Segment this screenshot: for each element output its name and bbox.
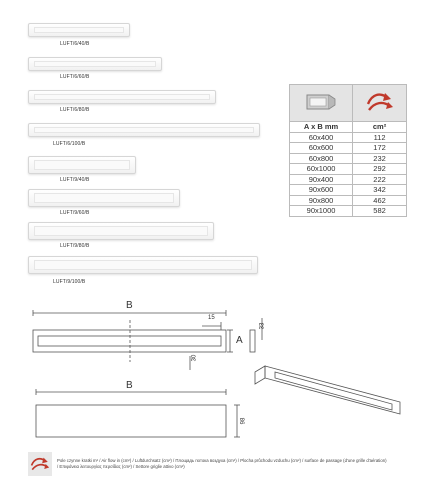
dimension-a: A bbox=[236, 335, 243, 346]
legend-caption: Pole czynne kratki m² / Air flow in (cm²) / Luftdurchsatz (cm²) / Площадь потока воздуха (cm²) / Plocha průchodu vzduchu (cm²) / surface de passage (d'une grille d'aération) / Επιφάνεια λειτουργίας περσίδας (cm²) / Settore griglie attivo (cm²) bbox=[57, 458, 387, 469]
table-row: 90x600 342 bbox=[290, 185, 407, 196]
grille-label: LUFT/9/40/B bbox=[60, 177, 90, 183]
table-header-size: A x B mm bbox=[290, 122, 353, 133]
table-row: 60x800 232 bbox=[290, 153, 407, 164]
table-row: 90x800 462 bbox=[290, 195, 407, 206]
grille-label: LUFT/6/60/B bbox=[60, 74, 90, 80]
dimension-15: 15 bbox=[208, 315, 215, 321]
dimension-b-top: B bbox=[126, 300, 133, 311]
dimension-b-bottom: B bbox=[126, 380, 133, 391]
grille-label: LUFT/9/100/B bbox=[53, 279, 86, 285]
table-row: 60x400 112 bbox=[290, 132, 407, 143]
table-row: 90x400 222 bbox=[290, 174, 407, 185]
grille-label: LUFT/6/40/B bbox=[60, 41, 90, 47]
grille-label: LUFT/9/80/B bbox=[60, 243, 90, 249]
grille-label: LUFT/6/80/B bbox=[60, 107, 90, 113]
table-row: 90x1000 582 bbox=[290, 206, 407, 217]
dimension-98: 98 bbox=[240, 417, 247, 425]
grille-label: LUFT/6/100/B bbox=[53, 141, 86, 147]
grille-label: LUFT/9/60/B bbox=[60, 210, 90, 216]
dimension-30: 30 bbox=[191, 354, 198, 362]
dimension-33: 33 bbox=[259, 322, 266, 330]
table-row: 60x600 172 bbox=[290, 143, 407, 154]
airflow-arrows-icon bbox=[28, 452, 52, 476]
table-row: 60x1000 292 bbox=[290, 164, 407, 175]
table-header-area: cm² bbox=[353, 122, 407, 133]
